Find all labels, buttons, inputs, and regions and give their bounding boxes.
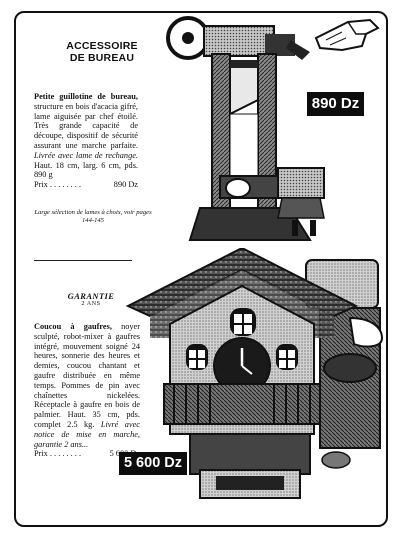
coucou-price-value: 5 600 Dz — [109, 449, 140, 459]
coucou-italic-note: Livré avec notice de mise en marche, garantie 2 ans... — [34, 419, 140, 449]
guillotine-price-line — [34, 180, 138, 190]
section-heading — [42, 40, 162, 64]
warranty-title: GARANTIE — [67, 291, 115, 301]
pointing-hand-icon — [312, 14, 382, 54]
guillotine-italic-note: Livrée avec lame de rechange. — [34, 150, 138, 160]
guillotine-illustration — [160, 8, 330, 248]
section-divider — [34, 260, 132, 261]
coucou-price-line — [34, 449, 140, 459]
guillotine-price-label: Prix . . . . . . . . — [34, 180, 82, 190]
guillotine-name: Petite guillotine de bureau, — [34, 92, 138, 101]
coucou-price-tag: 5 600 Dz — [119, 452, 187, 475]
guillotine-description — [34, 92, 138, 190]
coucou-price-label: Prix . . . . . . . . — [34, 449, 82, 459]
guillotine-price-value: 890 Dz — [113, 180, 138, 190]
coucou-name: Coucou à gaufres, — [34, 322, 112, 331]
blades-note: Large sélection de lames à choix, voir pages 144-145 — [34, 209, 152, 224]
coucou-text: noyer sculpté, robot-mixer à gaufres intégré, mouvement soigné 24 heures, sonnerie des heures et demies, coucou chantant et gaufre distribuée en même temps. Pommes de pin avec chaînettes nickelées. Réceptacle à gaufre en bois de palmier. Haut. 35 cm, pds. complet 2.5 kg. — [34, 322, 140, 429]
heading-line-1: ACCESSOIRE — [66, 40, 138, 52]
guillotine-price-tag: 890 Dz — [307, 92, 364, 116]
warranty-subtitle: 2 ANS — [81, 300, 101, 307]
guillotine-text: structure en bois d'acacia gifré, lame aiguisée par chef étoilé. Très grande capacité de découpe, dispositif de sécurité assurant une marche parfaite. — [34, 101, 138, 150]
coucou-description — [34, 322, 140, 459]
heading-line-2: DE BUREAU — [69, 52, 135, 64]
guillotine-dimensions: Haut. 18 cm, larg. 6 cm, pds. 890 g — [34, 160, 138, 180]
